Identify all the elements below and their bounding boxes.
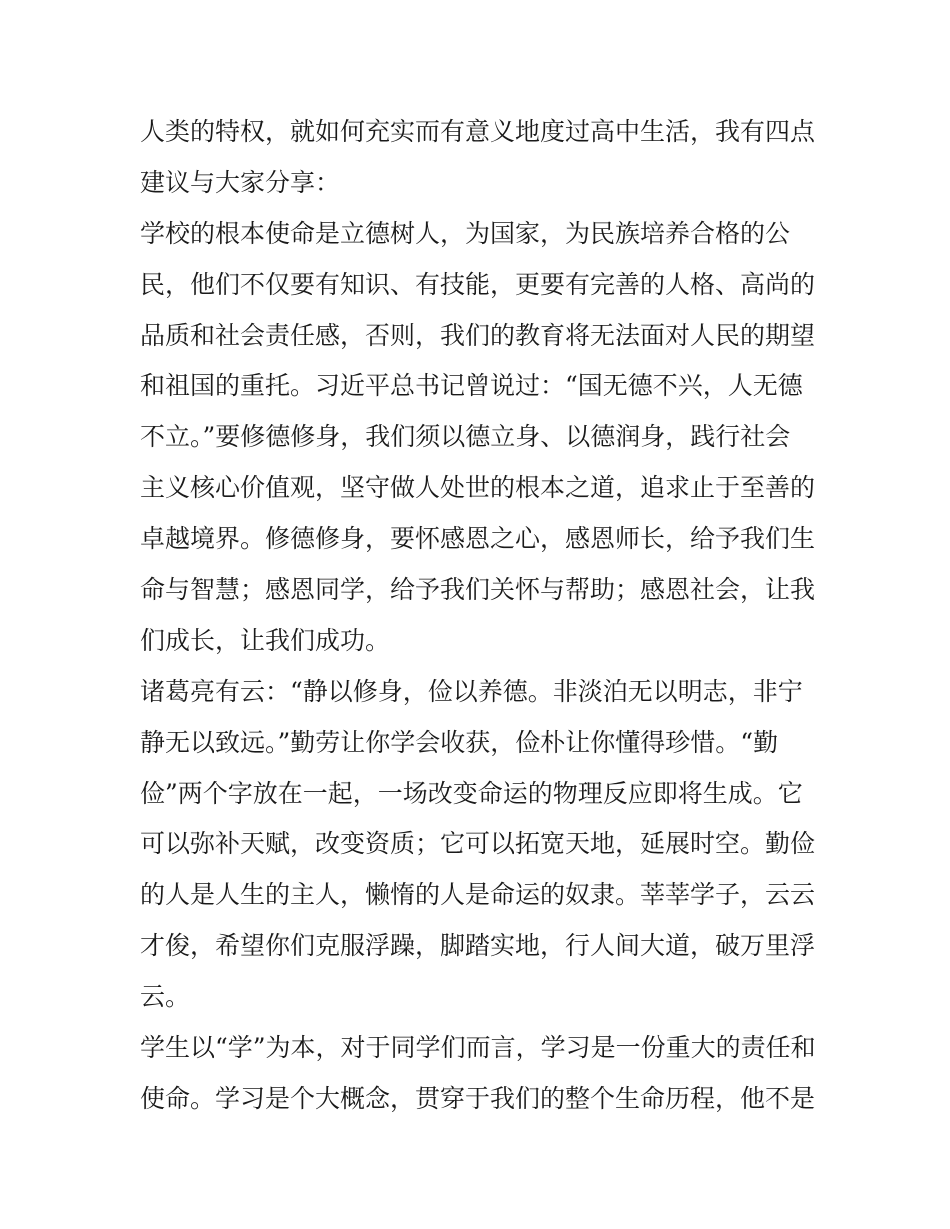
text-line: 才俊，希望你们克服浮躁，脚踏实地，行人间大道，破万里浮 bbox=[140, 931, 816, 961]
text-line: 诸葛亮有云：“静以修身，俭以养德。非淡泊无以明志，非宁 bbox=[140, 676, 803, 706]
text-line: 不立。”要修德修身，我们须以德立身、以德润身，践行社会 bbox=[140, 422, 791, 452]
text-line: 们成长，让我们成功。 bbox=[140, 625, 391, 655]
text-line: 民，他们不仅要有知识、有技能，更要有完善的人格、高尚的 bbox=[140, 269, 816, 299]
text-line: 使命。学习是个大概念，贯穿于我们的整个生命历程，他不是 bbox=[140, 1083, 816, 1113]
text-line: 静无以致远。”勤劳让你学会收获，俭朴让你懂得珍惜。“勤 bbox=[140, 727, 779, 757]
text-line: 主义核心价值观，坚守做人处世的根本之道，追求止于至善的 bbox=[140, 473, 816, 503]
text-line: 的人是人生的主人，懒惰的人是命运的奴隶。莘莘学子，云云 bbox=[140, 880, 816, 910]
text-line: 建议与大家分享： bbox=[140, 167, 341, 197]
text-line: 可以弥补天赋，改变资质；它可以拓宽天地，延展时空。勤俭 bbox=[140, 829, 816, 859]
text-line: 学校的根本使命是立德树人，为国家，为民族培养合格的公 bbox=[140, 218, 791, 248]
text-line: 人类的特权，就如何充实而有意义地度过高中生活，我有四点 bbox=[140, 117, 816, 146]
text-line: 卓越境界。修德修身，要怀感恩之心，感恩师长，给予我们生 bbox=[140, 524, 816, 554]
text-line: 俭”两个字放在一起，一场改变命运的物理反应即将生成。它 bbox=[140, 778, 803, 808]
text-line: 和祖国的重托。习近平总书记曾说过：“国无德不兴，人无德 bbox=[140, 371, 803, 401]
text-line: 云。 bbox=[140, 982, 191, 1012]
text-line: 命与智慧；感恩同学，给予我们关怀与帮助；感恩社会，让我 bbox=[140, 575, 816, 605]
text-line: 学生以“学”为本，对于同学们而言，学习是一份重大的责任和 bbox=[140, 1033, 816, 1063]
body-text bbox=[140, 107, 820, 1125]
text-line: 品质和社会责任感，否则，我们的教育将无法面对人民的期望 bbox=[140, 320, 816, 350]
